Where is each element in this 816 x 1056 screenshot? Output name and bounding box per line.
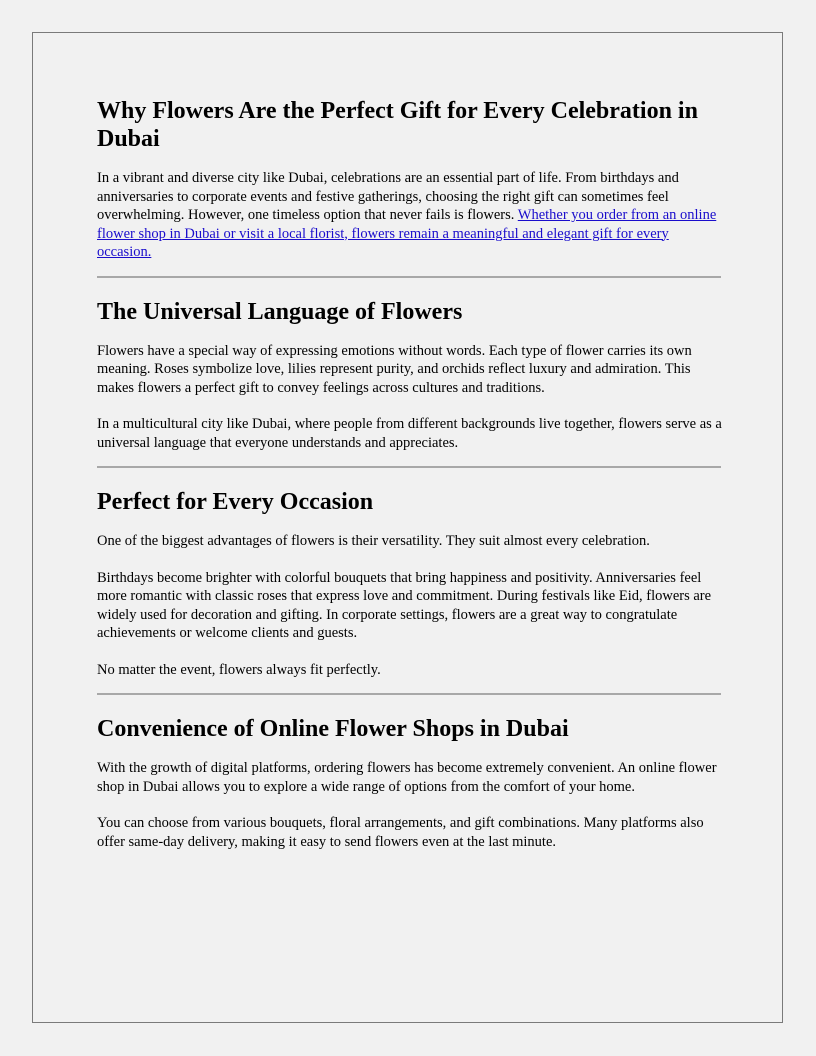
- paragraph: In a multicultural city like Dubai, where people from different backgrounds live together, flowers serve as a universal language that everyone understands and appreciates.: [97, 416, 722, 451]
- paragraph: No matter the event, flowers always fit perfectly.: [97, 661, 381, 678]
- paragraph: One of the biggest advantages of flowers is their versatility. They suit almost every celebration.: [97, 533, 650, 549]
- paragraph: You can choose from various bouquets, floral arrangements, and gift combinations. Many platforms also offer same-day delivery, making it easy to send flowers even at the last minute.: [97, 815, 704, 850]
- article-title: Why Flowers Are the Perfect Gift for Every Celebration in Dubai: [97, 98, 698, 152]
- document-page: [32, 32, 783, 1023]
- intro-paragraph: [97, 169, 725, 262]
- paragraph: With the growth of digital platforms, ordering flowers has become extremely convenient. An online flower shop in Dubai allows you to explore a wide range of options from the comfort of your home.: [97, 760, 717, 795]
- section-divider: [97, 693, 721, 695]
- section-heading-universal-language: The Universal Language of Flowers: [97, 298, 463, 325]
- section-heading-online-shops: Convenience of Online Flower Shops in Dubai: [97, 716, 569, 742]
- section-divider: [97, 466, 721, 468]
- section-divider: [97, 276, 721, 278]
- article-body: [97, 97, 725, 869]
- section-heading-every-occasion: Perfect for Every Occasion: [97, 489, 374, 515]
- paragraph: Birthdays become brighter with colorful bouquets that bring happiness and positivity. Anniversaries feel more romantic with classic roses that express love and commitment. During festivals like Eid, flowers are widely used for decoration and gifting. In corporate settings, flowers are a great way to congratulate achievements or welcome clients and guests.: [97, 569, 712, 641]
- intro-link[interactable]: Whether you order from an online flower shop in Dubai or visit a local florist, flowers remain a meaningful and elegant gift for every occasion.: [97, 207, 717, 260]
- intro-text: In a vibrant and diverse city like Dubai, celebrations are an essential part of life. From birthdays and anniversaries to corporate events and festive gatherings, choosing the right gift can sometimes feel overwhelming. However, one timeless option that never fails is flowers.: [97, 170, 679, 223]
- paragraph: Flowers have a special way of expressing emotions without words. Each type of flower carries its own meaning. Roses symbolize love, lilies represent purity, and orchids reflect luxury and admiration. This makes flowers a perfect gift to convey feelings across cultures and traditions.: [97, 342, 692, 396]
